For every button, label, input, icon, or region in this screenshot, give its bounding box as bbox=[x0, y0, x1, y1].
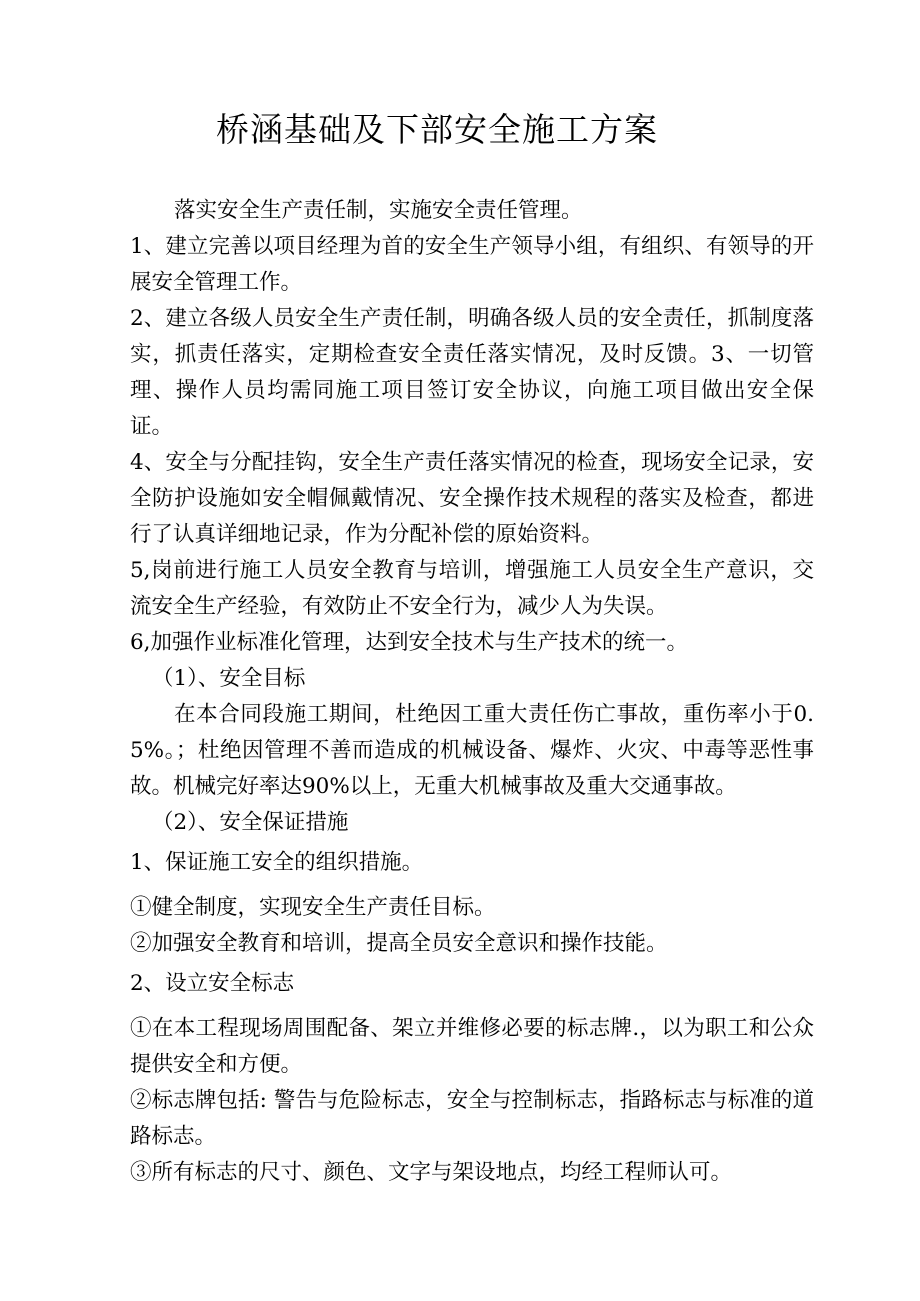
paragraph-item-2-3: 2、建立各级人员安全生产责任制，明确各级人员的安全责任，抓制度落实，抓责任落实，定期检查安全责任落实情况，及时反馈。3、一切管理、操作人员均需同施工项目签订安全协议，向施工项目做出安全保证。 bbox=[130, 306, 814, 439]
paragraph-measure-1-b: ②加强安全教育和培训，提高全员安全意识和操作技能。 bbox=[130, 931, 668, 956]
paragraph-safety-goal: 在本合同段施工期间，杜绝因工重大责任伤亡事故，重伤率小于0.5%。；杜绝因管理不善而造成的机械设备、爆炸、火灾、中毒等恶性事故。机械完好率达90%以上，无重大机械事故及重大交通事故。 bbox=[130, 702, 814, 799]
document-body bbox=[130, 193, 814, 1191]
paragraph-item-4: 4、安全与分配挂钩，安全生产责任落实情况的检查，现场安全记录，安全防护设施如安全帽佩戴情况、安全操作技术规程的落实及检查，都进行了认真详细地记录，作为分配补偿的原始资料。 bbox=[130, 450, 814, 547]
paragraph-item-5: 5,岗前进行施工人员安全教育与培训，增强施工人员安全生产意识，交流安全生产经验，有效防止不安全行为，减少人为失误。 bbox=[130, 558, 814, 619]
document-title: 桥涵基础及下部安全施工方案 bbox=[216, 110, 658, 149]
paragraph-measure-2: 2、设立安全标志 bbox=[130, 971, 295, 996]
paragraph-item-1: 1、建立完善以项目经理为首的安全生产领导小组，有组织、有领导的开展安全管理工作。 bbox=[130, 234, 814, 295]
heading-safety-goal: （1）、安全目标 bbox=[152, 666, 306, 691]
paragraph-measure-1-a: ①健全制度，实现安全生产责任目标。 bbox=[130, 895, 496, 920]
paragraph-measure-2-b: ②标志牌包括: 警告与危险标志，安全与控制标志，指路标志与标准的道路标志。 bbox=[130, 1088, 814, 1149]
paragraph-measure-1: 1、保证施工安全的组织措施。 bbox=[130, 850, 424, 875]
heading-safety-measures: （2）、安全保证措施 bbox=[152, 810, 349, 835]
paragraph-measure-2-a: ①在本工程现场周围配备、架立并维修必要的标志牌.，以为职工和公众提供安全和方便。 bbox=[130, 1016, 814, 1077]
paragraph-item-6: 6,加强作业标准化管理，达到安全技术与生产技术的统一。 bbox=[130, 630, 689, 655]
paragraph-measure-2-c: ③所有标志的尺寸、颜色、文字与架设地点，均经工程师认可。 bbox=[130, 1160, 733, 1185]
paragraph-intro: 落实安全生产责任制，实施安全责任管理。 bbox=[174, 198, 583, 223]
